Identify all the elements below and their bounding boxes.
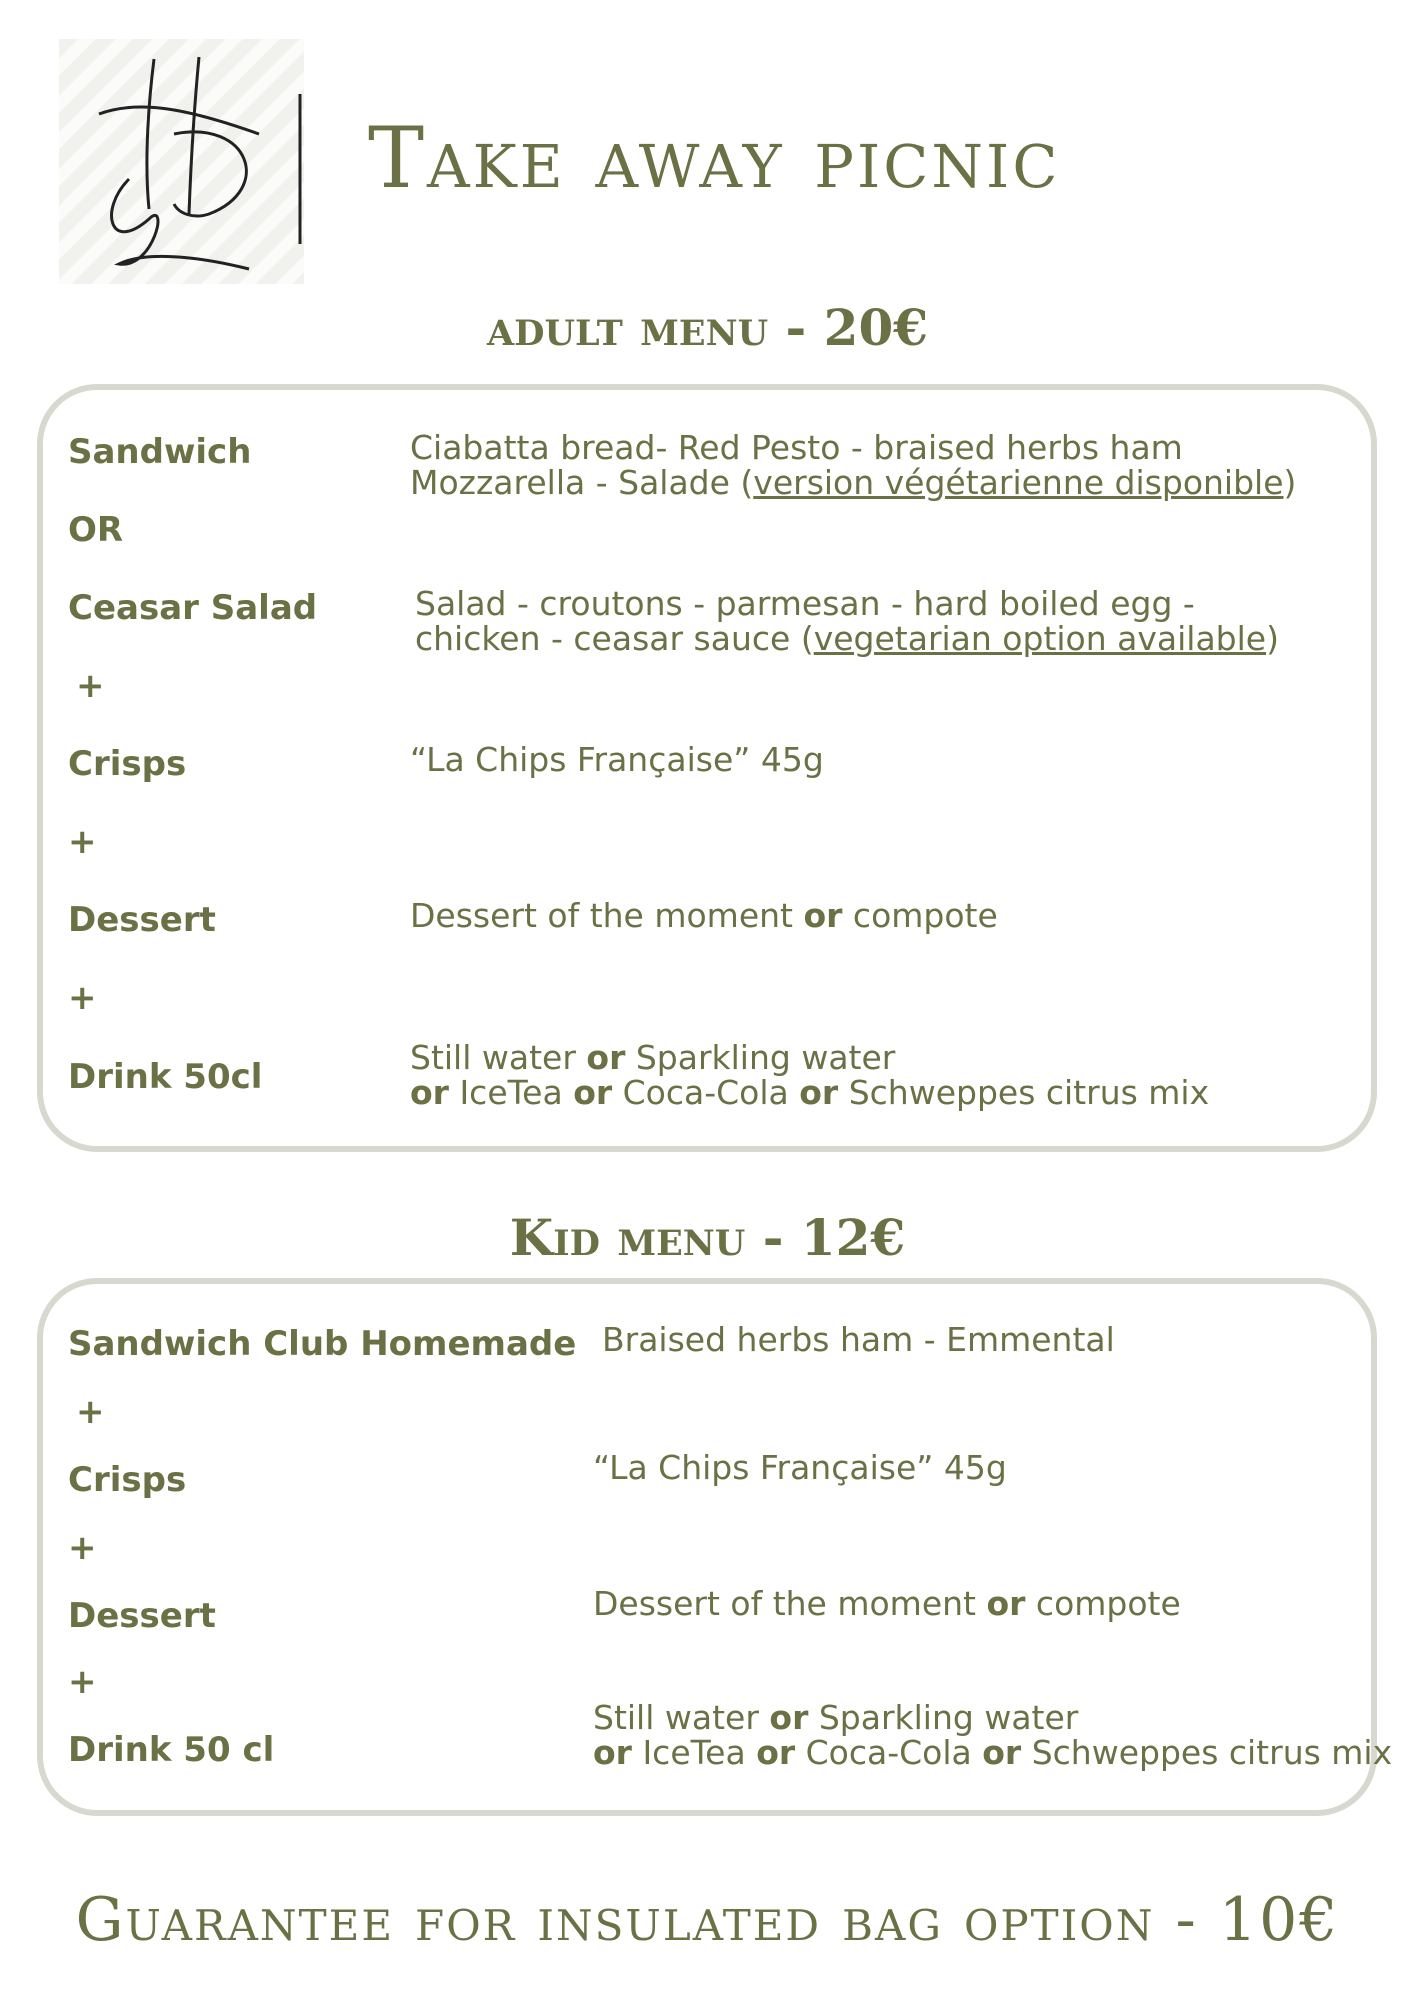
kid-drink-cola: Coca-Cola: [795, 1733, 983, 1772]
adult-salad-label: Ceasar Salad: [68, 588, 318, 628]
adult-drink-label: Drink 50cl: [68, 1057, 263, 1097]
vegetarian-version-link: version végétarienne disponible: [753, 463, 1284, 502]
adult-drink-or: or: [799, 1073, 839, 1112]
vegetarian-option-link: vegetarian option available: [813, 619, 1267, 658]
adult-plus-3: +: [68, 978, 97, 1018]
adult-sandwich-desc: [410, 430, 1296, 500]
kid-drink-or: or: [769, 1698, 809, 1737]
kid-drink-desc: [593, 1700, 1392, 1770]
kid-drink-still: Still water: [593, 1698, 770, 1737]
adult-dessert-desc: [410, 898, 998, 933]
kid-drink-or: or: [593, 1733, 632, 1772]
adult-drink-sparkling: Sparkling water: [625, 1038, 896, 1077]
kid-drink-line2: [593, 1735, 1392, 1770]
kid-plus-2: +: [68, 1528, 97, 1568]
adult-plus-1: +: [76, 666, 105, 706]
adult-drink-line1: [410, 1040, 1209, 1075]
kid-crisps-label: Crisps: [68, 1460, 187, 1500]
adult-dessert-label: Dessert: [68, 900, 216, 940]
kid-drink-sparkling: Sparkling water: [808, 1698, 1079, 1737]
kid-drink-line1: [593, 1700, 1392, 1735]
adult-sandwich-line2-prefix: Mozzarella - Salade (: [410, 463, 754, 502]
logo-monogram-icon: [59, 39, 304, 284]
page-title: Take away picnic: [368, 109, 1061, 207]
adult-salad-line2: [415, 621, 1279, 656]
kid-crisps-desc: “La Chips Française” 45g: [593, 1448, 1007, 1487]
adult-drink-desc: [410, 1040, 1209, 1110]
adult-crisps-desc: “La Chips Française” 45g: [410, 740, 824, 779]
adult-salad-line2-prefix: chicken - ceasar sauce (: [415, 619, 814, 658]
adult-drink-or: or: [573, 1073, 613, 1112]
adult-drink-icetea: IceTea: [448, 1073, 574, 1112]
adult-sandwich-line2: [410, 465, 1296, 500]
kid-plus-1: +: [76, 1392, 105, 1432]
kid-sandwich-label: Sandwich Club Homemade: [68, 1324, 577, 1364]
kid-menu-heading: Kid menu - 12€: [509, 1208, 906, 1267]
adult-drink-or: or: [410, 1073, 449, 1112]
adult-crisps-label: Crisps: [68, 744, 187, 784]
adult-salad-line1: Salad - croutons - parmesan - hard boiled egg -: [415, 584, 1195, 623]
kid-plus-3: +: [68, 1662, 97, 1702]
kid-dessert-text: Dessert of the moment: [593, 1584, 987, 1623]
adult-or-label: OR: [68, 510, 124, 550]
kid-drink-label: Drink 50 cl: [68, 1730, 275, 1770]
adult-drink-still: Still water: [410, 1038, 587, 1077]
adult-salad-line2-suffix: ): [1266, 619, 1279, 658]
adult-salad-desc: [415, 586, 1279, 656]
kid-drink-icetea: IceTea: [631, 1733, 757, 1772]
adult-dessert-or: or: [803, 896, 843, 935]
adult-drink-or: or: [586, 1038, 626, 1077]
adult-sandwich-line2-suffix: ): [1283, 463, 1297, 502]
adult-sandwich-line1: Ciabatta bread- Red Pesto - braised herbs ham: [410, 428, 1183, 467]
kid-drink-schweppes: Schweppes citrus mix: [1021, 1733, 1393, 1772]
adult-plus-2: +: [68, 822, 97, 862]
logo: [59, 39, 304, 284]
adult-drink-cola: Coca-Cola: [612, 1073, 800, 1112]
adult-drink-line2: [410, 1075, 1209, 1110]
kid-dessert-desc: [593, 1586, 1181, 1621]
kid-sandwich-desc: Braised herbs ham - Emmental: [602, 1320, 1115, 1359]
insulated-bag-footer: Guarantee for insulated bag option - 10€: [75, 1885, 1340, 1955]
kid-dessert-or: or: [986, 1584, 1026, 1623]
adult-dessert-text: Dessert of the moment: [410, 896, 804, 935]
adult-menu-heading: adult menu - 20€: [486, 298, 929, 357]
kid-drink-or: or: [756, 1733, 796, 1772]
kid-drink-or: or: [982, 1733, 1022, 1772]
kid-dessert-label: Dessert: [68, 1596, 216, 1636]
kid-dessert-alt: compote: [1025, 1584, 1181, 1623]
adult-sandwich-label: Sandwich: [68, 432, 252, 472]
adult-dessert-alt: compote: [842, 896, 998, 935]
adult-drink-schweppes: Schweppes citrus mix: [838, 1073, 1210, 1112]
